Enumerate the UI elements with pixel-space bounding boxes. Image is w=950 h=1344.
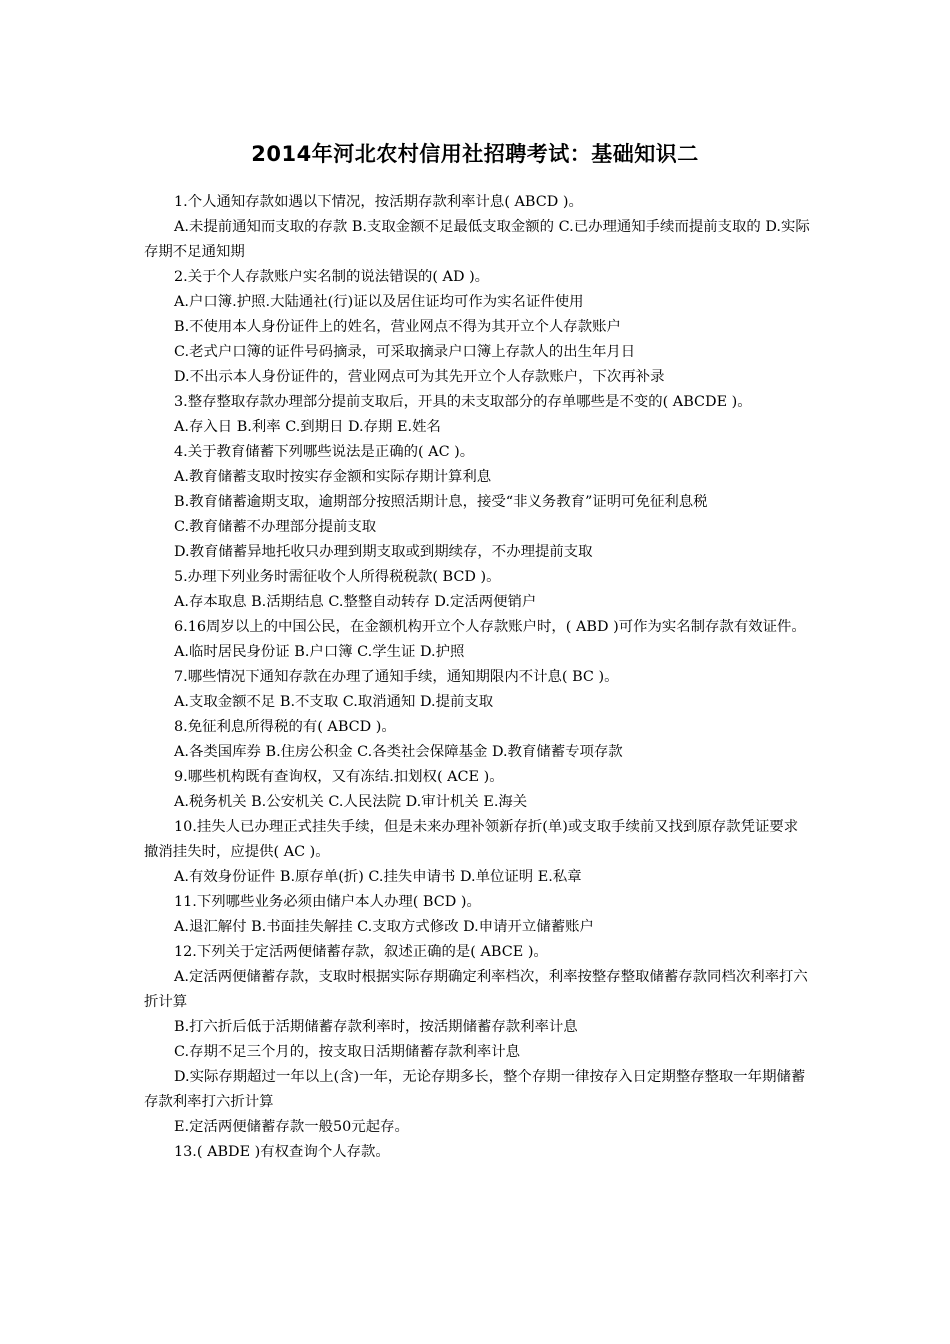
question-8: 8.免征利息所得税的有( ABCD )。 (174, 719, 396, 735)
question-8-options: A.各类国库券 B.住房公积金 C.各类社会保障基金 D.教育储蓄专项存款 (174, 744, 623, 760)
question-4-option-d: D.教育储蓄异地托收只办理到期支取或到期续存，不办理提前支取 (174, 544, 593, 560)
question-2-option-b: B.不使用本人身份证件上的姓名，营业网点不得为其开立个人存款账户 (174, 319, 621, 335)
question-4: 4.关于教育储蓄下列哪些说法是正确的( AC )。 (174, 444, 475, 460)
question-4-option-b: B.教育储蓄逾期支取，逾期部分按照活期计息，接受“非义务教育”证明可免征利息税 (174, 494, 708, 510)
question-11-options: A.退汇解付 B.书面挂失解挂 C.支取方式修改 D.申请开立储蓄账户 (174, 919, 594, 935)
question-12-option-c: C.存期不足三个月的，按支取日活期储蓄存款利率计息 (174, 1044, 521, 1060)
question-12-option-a: A.定活两便储蓄存款，支取时根据实际存期确定利率档次，利率按整存整取储蓄存款同档次利率打六折计算 (144, 969, 808, 1010)
question-9: 9.哪些机构既有查询权，又有冻结.扣划权( ACE )。 (174, 769, 504, 785)
question-5: 5.办理下列业务时需征收个人所得税税款( BCD )。 (174, 569, 501, 585)
question-1-options: A.未提前通知而支取的存款 B.支取金额不足最低支取金额的 C.已办理通知手续而提前支取的 D.实际存期不足通知期 (144, 219, 810, 260)
question-1: 1.个人通知存款如遇以下情况，按活期存款利率计息( ABCD )。 (174, 194, 583, 210)
question-12-option-d: D.实际存期超过一年以上(含)一年，无论存期多长，整个存期一律按存入日定期整存整取一年期储蓄存款利率打六折计算 (144, 1069, 806, 1110)
question-10: 10.挂失人已办理正式挂失手续，但是未来办理补领新存折(单)或支取手续前又找到原存款凭证要求撤消挂失时，应提供( AC )。 (144, 819, 799, 860)
document-body (144, 190, 812, 1165)
question-3: 3.整存整取存款办理部分提前支取后，开具的未支取部分的存单哪些是不变的( ABCDE )。 (174, 394, 752, 410)
question-11: 11.下列哪些业务必须由储户本人办理( BCD )。 (174, 894, 481, 910)
question-2-option-c: C.老式户口簿的证件号码摘录，可采取摘录户口簿上存款人的出生年月日 (174, 344, 636, 360)
question-6-options: A.临时居民身份证 B.户口簿 C.学生证 D.护照 (174, 644, 465, 660)
question-2-option-a: A.户口簿.护照.大陆通社(行)证以及居住证均可作为实名证件使用 (174, 294, 584, 310)
document-title: 2014年河北农村信用社招聘考试：基础知识二 (251, 142, 699, 166)
question-9-options: A.税务机关 B.公安机关 C.人民法院 D.审计机关 E.海关 (174, 794, 528, 810)
question-12: 12.下列关于定活两便储蓄存款，叙述正确的是( ABCE )。 (174, 944, 548, 960)
question-3-options: A.存入日 B.利率 C.到期日 D.存期 E.姓名 (174, 419, 441, 435)
question-10-options: A.有效身份证件 B.原存单(折) C.挂失申请书 D.单位证明 E.私章 (174, 869, 582, 885)
question-4-option-c: C.教育储蓄不办理部分提前支取 (174, 519, 377, 535)
question-5-options: A.存本取息 B.活期结息 C.整整自动转存 D.定活两便销户 (174, 594, 537, 610)
question-2-option-d: D.不出示本人身份证件的，营业网点可为其先开立个人存款账户，下次再补录 (174, 369, 665, 385)
question-7: 7.哪些情况下通知存款在办理了通知手续，通知期限内不计息( BC )。 (174, 669, 619, 685)
question-7-options: A.支取金额不足 B.不支取 C.取消通知 D.提前支取 (174, 694, 494, 710)
question-12-option-b: B.打六折后低于活期储蓄存款利率时，按活期储蓄存款利率计息 (174, 1019, 578, 1035)
question-6: 6.16周岁以上的中国公民，在金额机构开立个人存款账户时，( ABD )可作为实名制存款有效证件。 (174, 619, 806, 635)
question-13: 13.( ABDE )有权查询个人存款。 (174, 1144, 390, 1160)
question-4-option-a: A.教育储蓄支取时按实存金额和实际存期计算利息 (174, 469, 492, 485)
question-12-option-e: E.定活两便储蓄存款一般50元起存。 (174, 1119, 409, 1135)
question-2: 2.关于个人存款账户实名制的说法错误的( AD )。 (174, 269, 490, 285)
